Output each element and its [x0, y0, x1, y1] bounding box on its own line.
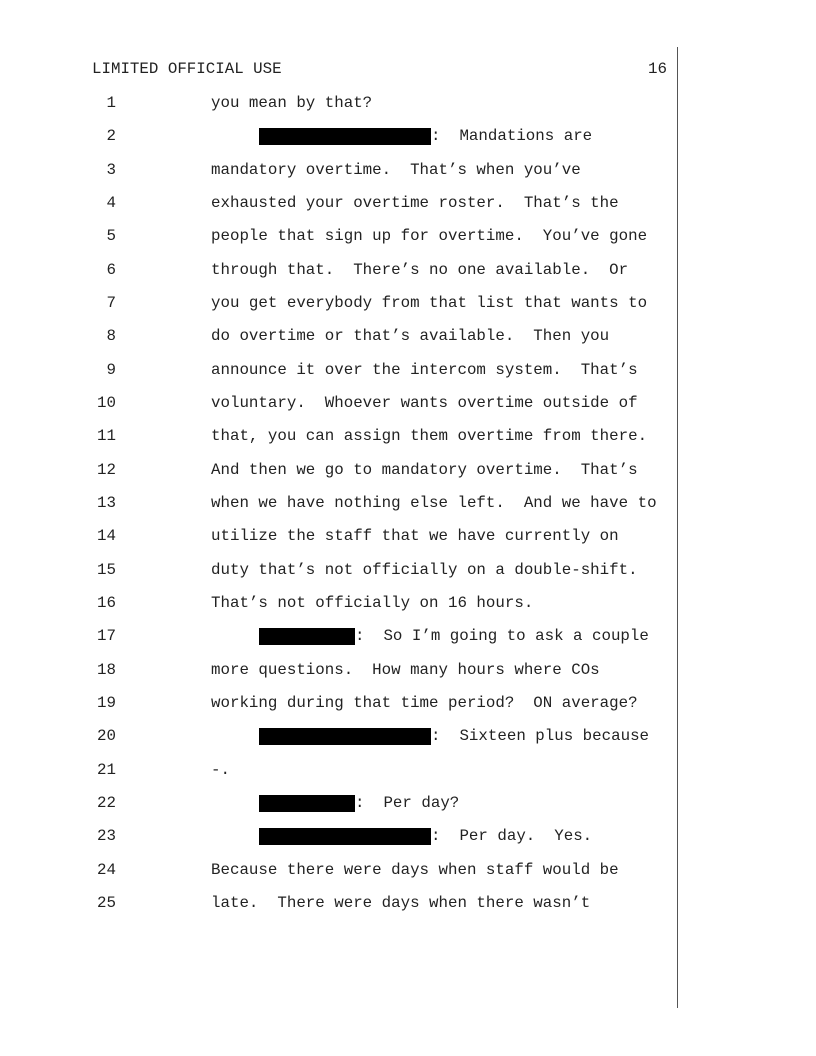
line-number: 17 — [97, 627, 116, 645]
page-number: 16 — [648, 60, 667, 78]
line-number: 5 — [106, 227, 116, 245]
line-number: 15 — [97, 561, 116, 579]
speaker-redaction — [259, 795, 355, 812]
line-number: 4 — [106, 194, 116, 212]
speaker-redaction — [259, 728, 431, 745]
transcript-line: that, you can assign them overtime from there. — [211, 427, 648, 445]
transcript-line: mandatory overtime. That’s when you’ve — [211, 161, 581, 179]
transcript-line: you get everybody from that list that wants to — [211, 294, 648, 312]
line-number: 24 — [97, 861, 116, 879]
line-number: 10 — [97, 394, 116, 412]
line-number: 22 — [97, 794, 116, 812]
line-number: 21 — [97, 761, 116, 779]
classification-header: LIMITED OFFICIAL USE — [92, 60, 282, 78]
line-number: 7 — [106, 294, 116, 312]
speaker-redaction — [259, 828, 431, 845]
transcript-line: -. — [211, 761, 230, 779]
transcript-line: announce it over the intercom system. That’s — [211, 361, 638, 379]
transcript-line: when we have nothing else left. And we have to — [211, 494, 657, 512]
transcript-line: : Mandations are — [431, 127, 593, 145]
line-number: 11 — [97, 427, 116, 445]
line-number: 16 — [97, 594, 116, 612]
speaker-redaction — [259, 128, 431, 145]
line-number: 12 — [97, 461, 116, 479]
transcript-line: through that. There’s no one available. Or — [211, 261, 629, 279]
transcript-line: And then we go to mandatory overtime. That’s — [211, 461, 638, 479]
line-number: 19 — [97, 694, 116, 712]
line-number: 25 — [97, 894, 116, 912]
line-number: 1 — [106, 94, 116, 112]
line-number: 14 — [97, 527, 116, 545]
transcript-line: do overtime or that’s available. Then you — [211, 327, 610, 345]
line-number: 23 — [97, 827, 116, 845]
transcript-line: more questions. How many hours where COs — [211, 661, 600, 679]
transcript-line: duty that’s not officially on a double-shift. — [211, 561, 638, 579]
right-margin-rule — [677, 47, 678, 1008]
transcript-line: utilize the staff that we have currently on — [211, 527, 619, 545]
transcript-line: late. There were days when there wasn’t — [211, 894, 591, 912]
transcript-line: That’s not officially on 16 hours. — [211, 594, 534, 612]
transcript-line: : So I’m going to ask a couple — [355, 627, 649, 645]
line-number: 13 — [97, 494, 116, 512]
speaker-redaction — [259, 628, 355, 645]
line-number: 8 — [106, 327, 116, 345]
line-number: 6 — [106, 261, 116, 279]
transcript-line: exhausted your overtime roster. That’s the — [211, 194, 619, 212]
transcript-line: you mean by that? — [211, 94, 373, 112]
line-number: 3 — [106, 161, 116, 179]
transcript-line: people that sign up for overtime. You’ve gone — [211, 227, 648, 245]
line-number: 2 — [106, 127, 116, 145]
line-number: 9 — [106, 361, 116, 379]
line-number: 20 — [97, 727, 116, 745]
transcript-line: voluntary. Whoever wants overtime outside of — [211, 394, 638, 412]
transcript-line: : Per day? — [355, 794, 460, 812]
transcript-line: working during that time period? ON average? — [211, 694, 638, 712]
line-number: 18 — [97, 661, 116, 679]
transcript-line: : Sixteen plus because — [431, 727, 650, 745]
transcript-line: : Per day. Yes. — [431, 827, 593, 845]
transcript-line: Because there were days when staff would be — [211, 861, 619, 879]
